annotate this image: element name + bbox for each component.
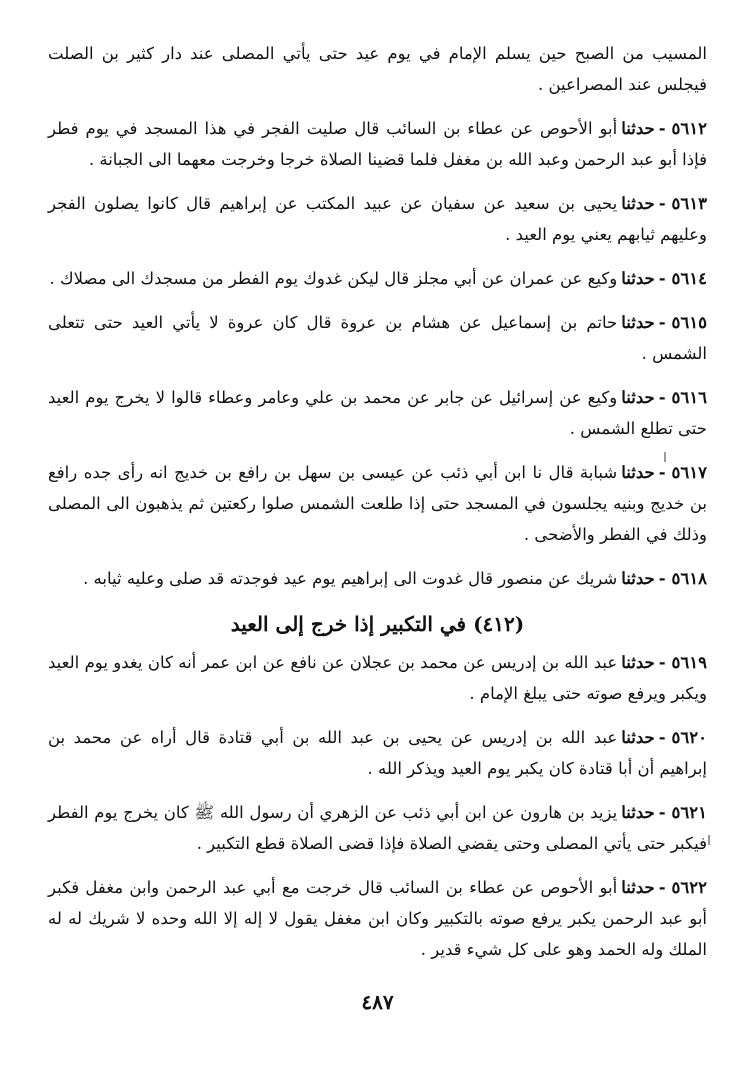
hadith-number: ٥٦١٧ xyxy=(671,463,707,482)
continuation-paragraph: المسيب من الصبح حين يسلم الإمام في يوم عيد حتى يأتي المصلى عند دار كثير بن الصلت فيجلس عند المصراعين . xyxy=(48,44,707,94)
hadith-dash: - xyxy=(658,569,666,588)
hadith-text: يحيى بن سعيد عن سفيان عن عبيد المكتب عن إبراهيم قال كانوا يصلون الفجر وعليهم ثيابهم يعني يوم العيد . xyxy=(48,194,707,244)
hadith-paragraph xyxy=(48,307,707,369)
hadith-paragraph xyxy=(48,797,707,859)
hadith-paragraph xyxy=(48,647,707,709)
hadith-text: حاتم بن إسماعيل عن هشام بن عروة قال كان عروة لا يأتي العيد حتى تتعلى الشمس . xyxy=(48,313,707,363)
hadith-paragraph xyxy=(48,457,707,550)
hadith-dash: - xyxy=(658,313,666,332)
margin-mark xyxy=(708,835,710,845)
hadith-number: ٥٦١٢ xyxy=(671,119,707,138)
hadith-number: ٥٦١٩ xyxy=(671,653,707,672)
hadith-dash: - xyxy=(658,388,666,407)
hadith-paragraph xyxy=(48,382,707,444)
hadith-lead-word: حدثنا xyxy=(621,878,655,897)
hadith-paragraph xyxy=(48,563,707,594)
hadith-dash: - xyxy=(658,878,666,897)
hadith-number: ٥٦٢٢ xyxy=(671,878,707,897)
hadith-text: أبو الأحوص عن عطاء بن السائب قال خرجت مع أبي عبد الرحمن وابن مغفل فكبر أبو عبد الرحمن يكبر يرفع صوته بالتكبير وكان ابن مغفل يقول لا إله إلا الله وحده لا شريك له له الملك وله الحمد وهو على كل شيء قدير . xyxy=(48,878,707,959)
hadith-paragraph xyxy=(48,263,707,294)
hadith-lead-word: حدثنا xyxy=(621,803,655,822)
section-heading: (٤١٢) في التكبير إذا خرج إلى العيد xyxy=(230,612,525,636)
hadith-number: ٥٦١٦ xyxy=(671,388,707,407)
hadith-lead-word: حدثنا xyxy=(621,119,655,138)
hadith-dash: - xyxy=(658,269,666,288)
hadith-text: أبو الأحوص عن عطاء بن السائب قال صليت الفجر في هذا المسجد في يوم فطر فإذا أبو عبد الرحمن وعبد الله بن مغفل فلما قضينا الصلاة خرجا وخرجت معهما الى الجبانة . xyxy=(48,119,707,169)
hadith-dash: - xyxy=(658,119,666,138)
hadith-text: يزيد بن هارون عن ابن أبي ذئب عن الزهري أن رسول الله ﷺ كان يخرج يوم الفطر فيكبر حتى يأتي المصلى وحتى يقضي الصلاة فإذا قضى الصلاة قطع التكبير . xyxy=(48,803,707,853)
hadith-list-after xyxy=(48,647,707,965)
hadith-lead-word: حدثنا xyxy=(621,728,655,747)
hadith-dash: - xyxy=(658,653,666,672)
page-number: ٤٨٧ xyxy=(361,990,394,1014)
hadith-number: ٥٦١٥ xyxy=(671,313,707,332)
hadith-number: ٥٦٢٠ xyxy=(671,728,707,747)
hadith-number: ٥٦١٣ xyxy=(671,194,707,213)
hadith-lead-word: حدثنا xyxy=(621,388,655,407)
hadith-lead-word: حدثنا xyxy=(621,269,655,288)
hadith-text: وكيع عن إسرائيل عن جابر عن محمد بن علي وعامر وعطاء قالوا لا يخرج يوم العيد حتى تطلع الشمس . xyxy=(48,388,707,438)
hadith-text: عبد الله بن إدريس عن محمد بن عجلان عن نافع عن ابن عمر أنه كان يغدو يوم العيد ويكبر ويرفع صوته حتى يبلغ الإمام . xyxy=(48,653,707,703)
hadith-text: شريك عن منصور قال غدوت الى إبراهيم يوم عيد فوجدته قد صلى وعليه ثيابه . xyxy=(83,569,618,588)
hadith-lead-word: حدثنا xyxy=(621,313,655,332)
hadith-lead-word: حدثنا xyxy=(621,463,655,482)
hadith-paragraph xyxy=(48,722,707,784)
hadith-dash: - xyxy=(658,728,666,747)
hadith-number: ٥٦٢١ xyxy=(671,803,707,822)
hadith-dash: - xyxy=(658,194,666,213)
hadith-number: ٥٦١٨ xyxy=(671,569,707,588)
margin-mark xyxy=(664,452,666,462)
hadith-number: ٥٦١٤ xyxy=(671,269,707,288)
hadith-lead-word: حدثنا xyxy=(621,569,655,588)
hadith-list-before xyxy=(48,113,707,594)
hadith-paragraph xyxy=(48,872,707,965)
hadith-text: عبد الله بن إدريس عن يحيى بن عبد الله بن أبي قتادة قال أراه عن محمد بن إبراهيم أن أبا قتادة كان يكبر يوم العيد ويذكر الله . xyxy=(48,728,707,778)
hadith-text: شبابة قال نا ابن أبي ذئب عن عيسى بن سهل بن رافع بن خديج انه رأى جده رافع بن خديج وبنيه يجلسون في المسجد حتى إذا طلعت الشمس صلوا ركعتين ثم يذهبون الى المصلى وذلك في الفطر والأضحى . xyxy=(48,463,707,544)
hadith-dash: - xyxy=(658,803,666,822)
hadith-paragraph xyxy=(48,113,707,175)
hadith-lead-word: حدثنا xyxy=(621,653,655,672)
hadith-lead-word: حدثنا xyxy=(621,194,655,213)
hadith-dash: - xyxy=(658,463,666,482)
hadith-text: وكيع عن عمران عن أبي مجلز قال ليكن غدوك يوم الفطر من مسجدك الى مصلاك . xyxy=(49,269,618,288)
hadith-paragraph xyxy=(48,188,707,250)
